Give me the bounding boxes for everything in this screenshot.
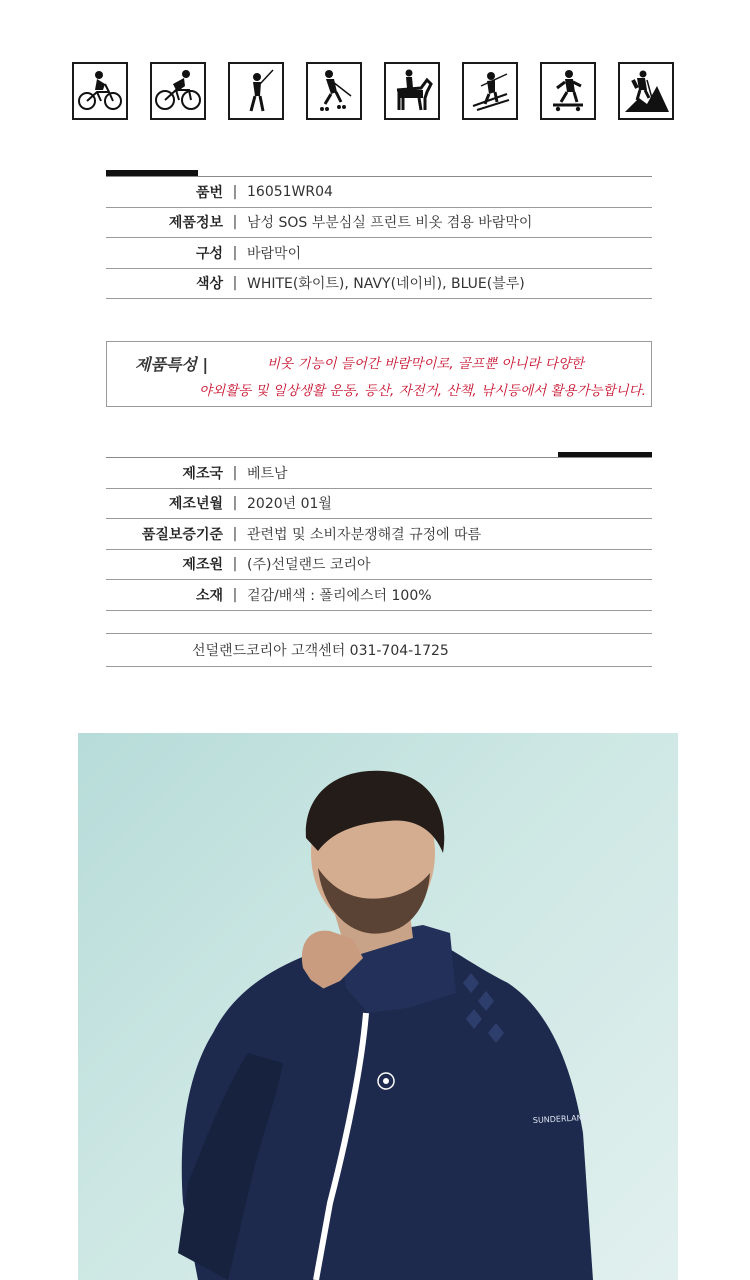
- spec-row-item-number: [106, 177, 652, 208]
- spec-label: 제조국: [182, 465, 223, 482]
- spec-value: 바람막이: [247, 245, 302, 262]
- spec-value: (주)선덜랜드 코리아: [247, 557, 371, 574]
- spec-row-quality-standard: [106, 519, 652, 550]
- skiing-icon: [462, 62, 518, 120]
- road-cycling-icon: [150, 62, 206, 120]
- spec-label: 품번: [195, 184, 223, 201]
- feature-label: 제품특성 |: [135, 355, 209, 374]
- separator: |: [232, 214, 238, 231]
- horse-riding-icon: [384, 62, 440, 120]
- product-spec-table: [106, 177, 652, 299]
- cycling-cruiser-icon: [72, 62, 128, 120]
- product-feature-box: [106, 341, 652, 407]
- spec-row-manufacturer: [106, 550, 652, 581]
- golf-icon: [228, 62, 284, 120]
- separator: |: [232, 244, 238, 261]
- separator: |: [232, 275, 238, 292]
- product-photo: [78, 733, 678, 1280]
- spec-value: 2020년 01월: [247, 496, 332, 513]
- manufacture-spec-table: [106, 458, 652, 611]
- inline-skating-icon: [306, 62, 362, 120]
- activity-icons-row: [72, 62, 676, 122]
- spec-label: 색상: [195, 276, 223, 293]
- spec-value: WHITE(화이트), NAVY(네이비), BLUE(블루): [247, 276, 525, 293]
- separator: |: [232, 525, 238, 542]
- separator: |: [232, 183, 238, 200]
- sleeve-brand-print: SUNDERLAND: [532, 1113, 589, 1125]
- spec-row-country: [106, 458, 652, 489]
- spec-label: 제조년월: [168, 496, 223, 513]
- customer-center: [106, 633, 652, 667]
- separator: |: [232, 556, 238, 573]
- spec-value: 남성 SOS 부분심실 프린트 비옷 겸용 바람막이: [247, 215, 533, 232]
- spec-label: 품질보증기준: [141, 526, 223, 543]
- model-illustration: [78, 733, 678, 1280]
- separator: |: [232, 464, 238, 481]
- spec-row-product-info: [106, 208, 652, 239]
- spec-value: 겉감/배색 : 폴리에스터 100%: [247, 587, 432, 604]
- spec-label: 제품정보: [168, 215, 223, 232]
- feature-text-line-1: 비옷 기능이 들어간 바람막이로, 골프뿐 아니라 다양한: [267, 356, 584, 372]
- spec-value: 베트남: [247, 465, 288, 482]
- spec-label: 소재: [195, 587, 223, 604]
- feature-text-line-2: 야외활동 및 일상생활 운동, 등산, 자전거, 산책, 낚시등에서 활용가능합니다.: [199, 383, 647, 399]
- spec-row-manufacture-date: [106, 489, 652, 520]
- spec-value: 16051WR04: [247, 183, 333, 200]
- spec-row-composition: [106, 238, 652, 269]
- spec-value: 관련법 및 소비자분쟁해결 규정에 따름: [247, 526, 482, 543]
- skateboarding-icon: [540, 62, 596, 120]
- customer-center-text: 선덜랜드코리아 고객센터 031-704-1725: [192, 643, 449, 659]
- spec-label: 구성: [195, 245, 223, 262]
- spec-label: 제조원: [182, 557, 223, 574]
- hiking-icon: [618, 62, 674, 120]
- spec-row-colors: [106, 269, 652, 300]
- separator: |: [232, 586, 238, 603]
- separator: |: [232, 495, 238, 512]
- spec-row-material: [106, 580, 652, 611]
